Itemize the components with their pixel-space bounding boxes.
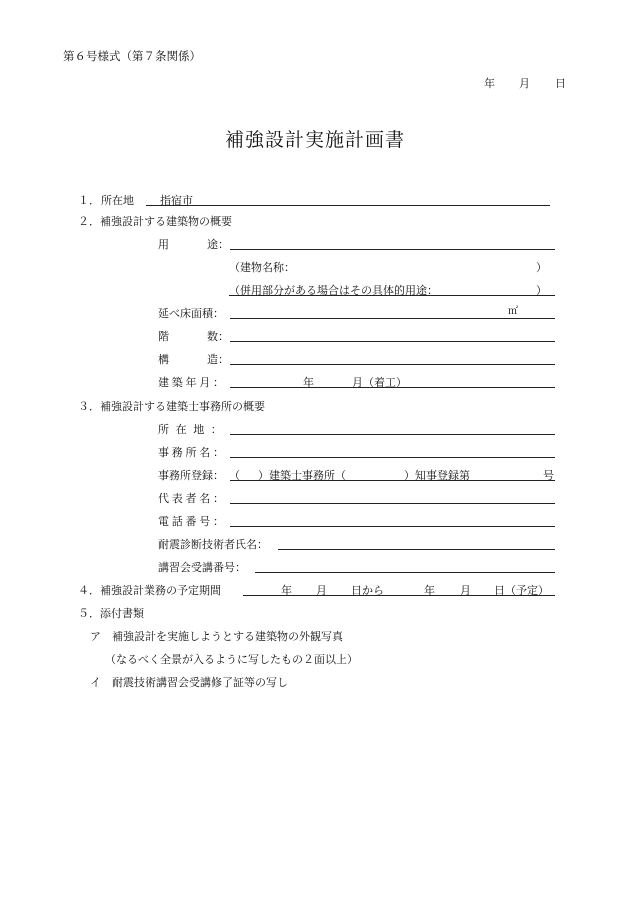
date-month-label: 月	[519, 77, 530, 90]
floors-field[interactable]	[230, 341, 555, 342]
period-month1: 月	[316, 584, 327, 597]
phone-label: 電話番号：	[158, 515, 227, 528]
combined-use-field[interactable]	[229, 295, 555, 296]
built-year-label: 年	[303, 376, 314, 389]
registration-field[interactable]	[230, 480, 555, 481]
document-title: 補強設計実施計画書	[224, 129, 405, 151]
office-address-field[interactable]	[230, 434, 555, 435]
attachment-item-b: イ 耐震技術講習会受講修了証等の写し	[90, 676, 288, 689]
structure-label-b: 造：	[207, 353, 229, 366]
phone-field[interactable]	[230, 526, 555, 527]
location-value[interactable]: 指宿市	[160, 194, 193, 207]
built-date-label: 建築年月：	[158, 376, 227, 389]
building-name-label: （建物名称：	[229, 261, 295, 274]
floor-area-label: 延べ床面積：	[158, 307, 224, 320]
use-label-b: 途：	[207, 238, 229, 251]
form-number: 第６号様式（第７条関係）	[63, 49, 201, 63]
structure-label-a: 構	[158, 353, 169, 366]
section5-heading: ５．添付書類	[78, 607, 144, 620]
engineer-label: 耐震診断技術者氏名：	[158, 538, 268, 551]
registration-label: 事務所登録：	[158, 469, 224, 482]
built-date-field[interactable]	[230, 387, 555, 388]
section2-heading: ２．補強設計する建築物の概要	[78, 215, 232, 228]
floors-label-b: 数：	[207, 330, 229, 343]
section3-heading: ３．補強設計する建築士事務所の概要	[78, 400, 265, 413]
date-year-label: 年	[484, 77, 495, 90]
registration-open: （	[229, 469, 240, 482]
area-unit: ㎡	[508, 306, 518, 317]
office-name-field[interactable]	[230, 457, 555, 458]
course-number-label: 講習会受講番号：	[158, 561, 246, 574]
floor-area-field[interactable]	[230, 318, 555, 319]
course-number-field[interactable]	[255, 572, 555, 573]
period-month2: 月	[460, 584, 471, 597]
registration-mid2: ）知事登録第	[404, 469, 470, 482]
floors-label-a: 階	[158, 330, 169, 343]
built-month-label: 月（着工）	[352, 376, 407, 389]
date-day-label: 日	[555, 77, 566, 90]
period-year1: 年	[281, 584, 292, 597]
representative-label: 代表者名：	[158, 492, 227, 505]
period-to: 日（予定）	[494, 584, 549, 597]
use-label-a: 用	[158, 238, 169, 251]
registration-end: 号	[543, 469, 554, 482]
structure-field[interactable]	[230, 364, 555, 365]
period-year2: 年	[424, 584, 435, 597]
section4-heading: ４．補強設計業務の予定期間	[78, 584, 221, 597]
office-address-label: 所在地：	[158, 423, 229, 436]
attachment-item-a: ア 補強設計を実施しようとする建築物の外観写真	[90, 630, 343, 643]
use-field[interactable]	[230, 249, 555, 250]
combined-use-close: ）	[536, 284, 547, 297]
section1-number: １．	[78, 194, 100, 207]
period-field[interactable]	[243, 595, 555, 596]
period-from: 日から	[351, 584, 384, 597]
location-underline	[146, 205, 550, 206]
representative-field[interactable]	[230, 503, 555, 504]
office-name-label: 事務所名：	[158, 446, 227, 459]
combined-use-label: （併用部分がある場合はその具体的用途：	[229, 284, 438, 297]
registration-mid1: ）建築士事務所（	[258, 469, 346, 482]
attachment-item-a-note: （なるべく全景が入るように写したもの２面以上）	[105, 653, 358, 666]
engineer-field[interactable]	[278, 549, 555, 550]
section1-label: 所在地	[101, 194, 134, 207]
building-name-close: ）	[536, 261, 547, 274]
